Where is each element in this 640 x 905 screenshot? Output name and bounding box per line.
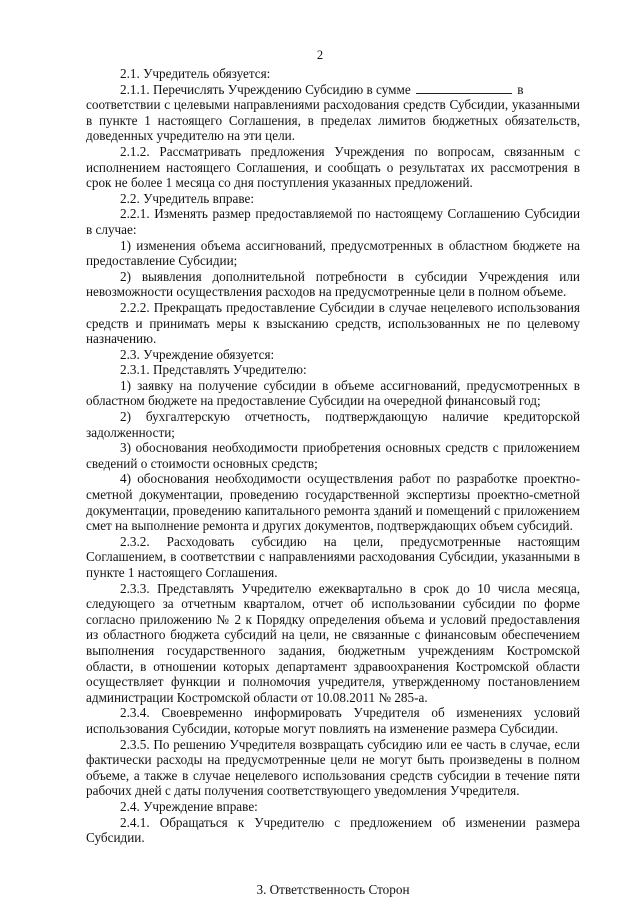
paragraph-2-4: 2.4. Учреждение вправе: (120, 798, 258, 814)
paragraph-2-2-1-item-2: 2) выявления дополнительной потребности в субсидии Учреждения или невозможности осуществления расходов на предусмотренные цели в полном объеме. (86, 268, 580, 300)
paragraph-2-2-1-item-1: 1) изменения объема ассигнований, предусмотренных в областном бюджете на предоставление Субсидии; (86, 237, 580, 269)
paragraph-2-3-3: 2.3.3. Представлять Учредителю ежеквартально в срок до 10 числа месяца, следующего за отчетным кварталом, отчет об использовании субсидии по форме согласно приложению № 2 к Порядку определения объема и условий предоставления из областного бюджета субсидий на цели, не связанные с финансовым обеспечением выполнения государственного задания, бюджетным учреждениям Костромской области, в отношении которых департамент здравоохранения Костромской области осуществляет функции и полномочия учредителя, утвержденному постановлением администрации Костромской области от 10.08.2011 № 285-а. (86, 580, 580, 705)
paragraph-2-3-4: 2.3.4. Своевременно информировать Учредителя об изменениях условий использования Субсидии, которые могут повлиять на изменение размера Субсидии. (86, 705, 580, 736)
paragraph-2-3-1: 2.3.1. Представлять Учредителю: (120, 362, 307, 378)
paragraph-2-1-1-suffix: в (513, 81, 524, 97)
paragraph-2-3-1-item-4: 4) обоснования необходимости осуществления работ по разработке проектно-сметной документации, проведению государственной экспертизы проектно-сметной документации, проведению капитального ремонта зданий и помещений с приложением смет на выполнение ремонта и других документов, подтверждающих объем субсидий. (86, 471, 580, 534)
paragraph-2-1: 2.1. Учредитель обязуется: (120, 66, 271, 81)
paragraph-2-2-2: 2.2.2. Прекращать предоставление Субсидии в случае нецелевого использования средств и принимать меры к взысканию средств, использованных не по целевому назначению. (86, 299, 580, 347)
section-heading: 3. Ответственность Сторон (256, 881, 410, 897)
paragraph-2-3-1-item-3: 3) обоснования необходимости приобретения основных средств с приложением сведений о стоимости основных средств; (86, 440, 580, 471)
amount-blank-line (416, 82, 512, 94)
document-body (86, 66, 580, 897)
paragraph-2-1-2: 2.1.2. Рассматривать предложения Учреждения по вопросам, связанным с исполнением настоящего Соглашения, и сообщать о результатах их рассмотрения в срок не более 1 месяца со дня поступления указанных предложений. (86, 143, 580, 191)
paragraph-2-3-5: 2.3.5. По решению Учредителя возвращать субсидию или ее часть в случае, если фактически расходы на предусмотренные цели не могут быть произведены в полном объеме, а также в случае нецелевого использования средств субсидии в течение пяти рабочих дней с даты получения соответствующего уведомления Учредителя. (86, 736, 580, 799)
paragraph-2-3-1-item-1: 1) заявку на получение субсидии в объеме ассигнований, предусмотренных в областном бюджете на предоставление Субсидии на очередной финансовый год; (86, 377, 580, 409)
paragraph-2-2-1: 2.2.1. Изменять размер предоставляемой по настоящему Соглашению Субсидии в случае: (86, 206, 580, 237)
paragraph-2-1-1-text: 2.1.1. Перечислять Учреждению Субсидию в сумме (120, 81, 414, 97)
paragraph-2-3-2: 2.3.2. Расходовать субсидию на цели, предусмотренные настоящим Соглашением, в соответствии с направлениями расходования Субсидии, указанными в пункте 1 настоящего Соглашения. (86, 533, 580, 580)
paragraph-2-1-1-cont: соответствии с целевыми направлениями расходования средств Субсидии, указанными в пункте 1 настоящего Соглашения, в пределах лимитов бюджетных обязательств, доведенных учредителю на эти цели. (86, 97, 580, 144)
paragraph-2-2: 2.2. Учредитель вправе: (120, 190, 254, 206)
paragraph-2-3: 2.3. Учреждение обязуется: (120, 346, 275, 362)
page-number: 2 (316, 48, 324, 62)
paragraph-2-1-1 (86, 82, 580, 98)
paragraph-2-4-1: 2.4.1. Обращаться к Учредителю с предложением об изменении размера Субсидии. (86, 814, 580, 846)
paragraph-2-3-1-item-2: 2) бухгалтерскую отчетность, подтверждающую наличие кредиторской задолженности; (86, 409, 580, 440)
